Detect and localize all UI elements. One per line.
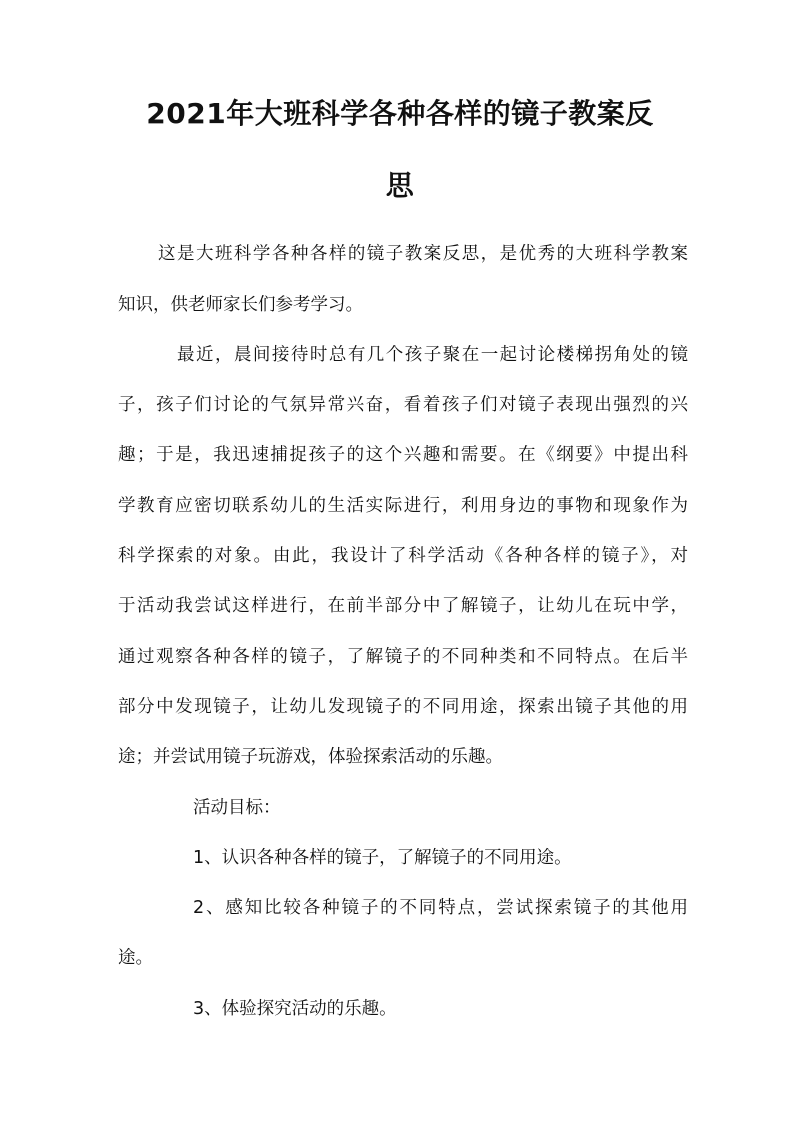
goal-3: 3、体验探究活动的乐趣。 [193, 999, 397, 1019]
goals-heading: 活动目标： [193, 798, 281, 818]
document-title-line-2: 思 [385, 169, 415, 202]
paragraph1-line-4: 学教育应密切联系幼儿的生活实际进行，利用身边的事物和现象作为 [118, 496, 688, 516]
paragraph1-line-9: 途；并尝试用镜子玩游戏，体验探索活动的乐趣。 [118, 747, 503, 767]
goal-1: 1、认识各种各样的镜子，了解镜子的不同用途。 [193, 848, 572, 868]
paragraph1-line-7: 通过观察各种各样的镜子，了解镜子的不同种类和不同特点。在后半 [118, 647, 688, 667]
paragraph1-line-3: 趣；于是，我迅速捕捉孩子的这个兴趣和需要。在《纲要》中提出科 [118, 445, 688, 465]
paragraph1-line-6: 于活动我尝试这样进行，在前半部分中了解镜子，让幼儿在玩中学， [118, 596, 688, 616]
intro-line-2: 知识，供老师家长们参考学习。 [118, 295, 363, 315]
intro-line-1: 这是大班科学各种各样的镜子教案反思，是优秀的大班科学教案 [158, 244, 688, 264]
document-title-line-1: 2021年大班科学各种各样的镜子教案反 [146, 97, 654, 130]
paragraph1-line-5: 科学探索的对象。由此，我设计了科学活动《各种各样的镜子》，对 [118, 546, 688, 566]
goal-2-line-1: 2、感知比较各种镜子的不同特点，尝试探索镜子的其他用 [193, 898, 688, 918]
goal-2-line-2: 途。 [118, 948, 153, 968]
paragraph1-line-8: 部分中发现镜子，让幼儿发现镜子的不同用途，探索出镜子其他的用 [118, 697, 688, 717]
paragraph1-line-2: 子，孩子们讨论的气氛异常兴奋，看着孩子们对镜子表现出强烈的兴 [118, 395, 688, 415]
paragraph1-line-1: 最近，晨间接待时总有几个孩子聚在一起讨论楼梯拐角处的镜 [177, 345, 688, 365]
